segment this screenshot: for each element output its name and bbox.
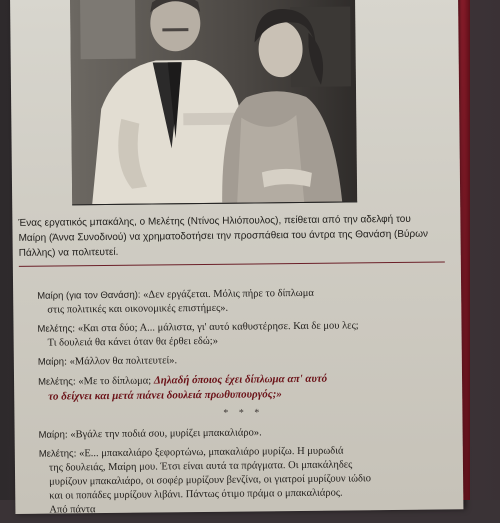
stage-note: (για τον Θανάση): <box>65 289 141 302</box>
dialogue-line-text: μυρίζουν μπακαλιάρο, οι σοφέρ μυρίζουν βενζίνα, οι γιατροί μυρίζουν ιώδιο <box>49 473 372 488</box>
dialogue-text <box>37 285 449 522</box>
speaker-name: Μαίρη <box>37 356 65 368</box>
dialogue-line: Μελέτης: «Με το δίπλωμα; Δηλαδή όποιος έχει δίπλωμα απ' αυτό το δείχνει και μετά πιάνει δουλειά πρωθυπουργός;» <box>38 370 448 403</box>
dialogue-line: Μελέτης: «Και στα δύο; Α... μάλιστα, γι' αυτό καθυστέρησε. Και δε μου λες; Τι δουλειά θα κάνει όταν θα έρθει εδώ;» <box>37 318 447 350</box>
dialogue-line-text: και οι ποπάδες μυρίζουν λιβάνι. Πάντως ότιμο πράμα ο μπακαλιάρος. <box>49 487 343 502</box>
dialogue-line-text: «Βγάλε την ποδιά σου, μυρίζει μπακαλιάρο». <box>70 427 262 441</box>
dialogue-line: Μελέτης: «Ε... μπακαλιάρο ξεφορτώνω, μπακαλιάρο μυρίζω. Η μυρωδιά της δουλειάς, Μαίρη μου. Έτσι είναι αυτά τα πράγματα. Οι μπακάληδες μυρίζουν μπακαλιάρο, οι σοφέρ μυρίζουν βενζίνα, οι γιατροί μυρίζουν ιώδιο και οι ποπάδες μυρίζουν λιβάνι. Πάντως ότιμο πράμα ο μπακαλιάρος. Από πάντα <box>39 443 450 517</box>
speaker-name: Μελέτης <box>37 323 73 335</box>
dialogue-line-text: «Ε... μπακαλιάρο ξεφορτώνω, μπακαλιάρο μυρίζω. Η μυρωδιά <box>79 445 344 460</box>
dialogue-line-text: «Με το δίπλωμα; <box>78 375 152 388</box>
speaker-name: Μαίρη <box>38 429 65 441</box>
dialogue-line-text: στις πολιτικές και οικονομικές επιστήμες». <box>47 302 229 316</box>
dialogue-line-text: της δουλειάς, Μαίρη μου. Έτσι είναι αυτά τα πράγματα. Οι μπακάληδες <box>48 459 353 474</box>
caption-divider <box>19 261 445 266</box>
dialogue-line <box>37 285 447 317</box>
dialogue-line: Μαίρη: «Βγάλε την ποδιά σου, μυρίζει μπακαλιάρο». <box>38 427 262 441</box>
speaker-name: Μελέτης <box>38 376 73 388</box>
film-still-photo <box>70 0 357 205</box>
dialogue-line-text: Από πάντα <box>49 504 96 516</box>
dialogue-line-text: Τι δουλειά θα κάνει όταν θα έρθει εδώ;» <box>47 335 218 349</box>
dialogue-line-text: «Μάλλον θα πολιτευτεί». <box>69 355 178 368</box>
dialogue-line: Μαίρη: «Μάλλον θα πολιτευτεί». <box>37 355 178 368</box>
dialogue-line-text: «Δεν εργάζεται. Μόλις πήρε το δίπλωμα <box>143 287 314 301</box>
section-separator: * * * <box>223 407 264 419</box>
dialogue-line-text: «Και στα δύο; Α... μάλιστα, γι' αυτό καθυστέρησε. Και δε μου λες; <box>77 320 359 335</box>
speaker-name: Μελέτης <box>38 448 74 460</box>
emphasized-quote: Δηλαδή όποιος έχει δίπλωμα απ' αυτό <box>153 372 328 387</box>
speaker-name: Μαίρη <box>37 290 64 302</box>
emphasized-quote: το δείχνει και μετά πιάνει δουλειά πρωθυπουργός;» <box>48 388 282 403</box>
book-page <box>10 0 463 514</box>
photo-caption: Ένας εργατικός μπακάλης, ο Μελέτης (Ντίνος Ηλιόπουλος), πείθεται από την αδελφή του Μαίρη (Άννα Συνοδινού) να χρηματοδοτήσει την προσπάθεια του άντρα της Θανάση (Βύρων Πάλλης) να πολιτευτεί. <box>18 213 429 259</box>
